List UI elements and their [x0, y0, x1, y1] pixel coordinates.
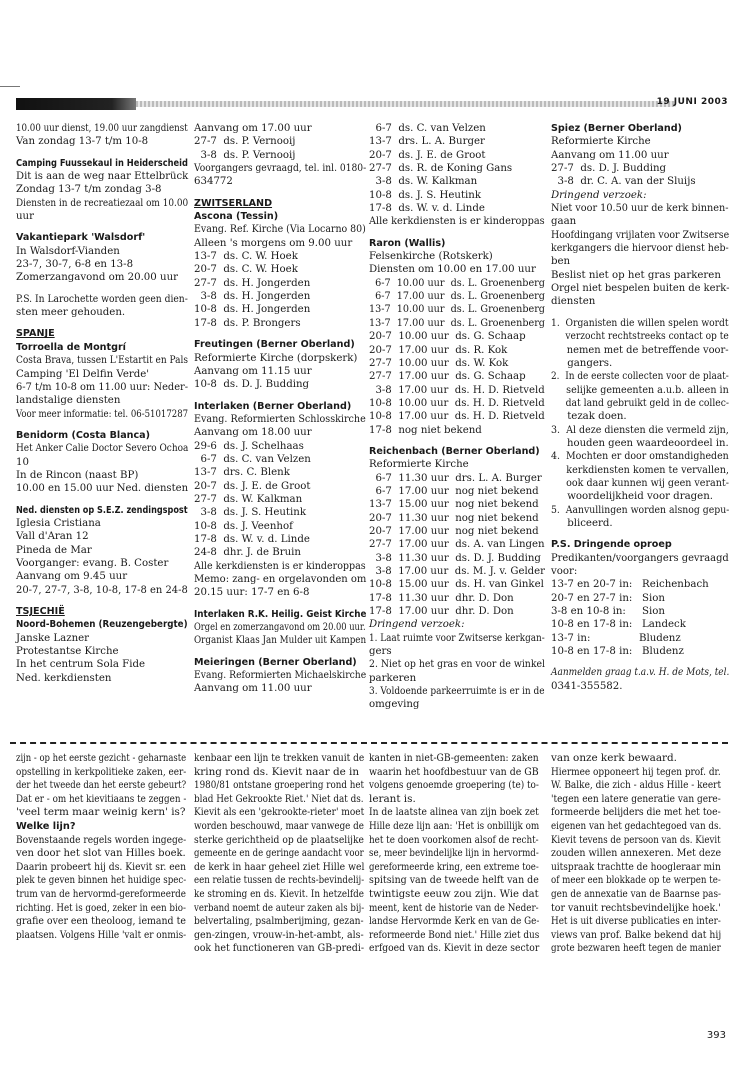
text-line: 10-8 en 17-8 in: Landeck — [551, 619, 686, 631]
text-line: Iglesia Cristiana — [16, 517, 101, 529]
spacer — [194, 648, 366, 656]
text-line: 10-8 ds. H. Jongerden — [194, 304, 311, 316]
text-line: trum van de hervormd-gereformeerde — [16, 887, 186, 900]
spacer — [16, 149, 188, 157]
listing-column-2 — [194, 122, 366, 696]
heading: Freutingen (Berner Oberland) — [194, 339, 355, 351]
text-line: 20-7, 27-7, 3-8, 10-8, 17-8 en 24-8 — [16, 584, 188, 596]
text-line: de kerk in haar geheel ziet Hille wel — [194, 860, 365, 873]
text-line: kenbaar een lijn te trekken vanuit de — [194, 752, 365, 764]
text-line: Kievit als een 'gekrookte-rieter' moet — [194, 806, 365, 819]
text-line: belvertaling, psalmberijming, gezan- — [194, 915, 364, 928]
text-line: 3-8 17.00 uur ds. M. J. v. Gelder — [369, 566, 546, 577]
text-line: dat land gebruikt geld in de collec- — [551, 397, 729, 409]
text-line: ke stroming en ds. Kievit. In hetzelfde — [194, 887, 364, 900]
spacer — [551, 309, 729, 317]
text-line: 20-7 ds. J. E. de Groot — [194, 480, 311, 492]
text-line: 20-7 17.00 uur ds. R. Kok — [369, 344, 508, 356]
text-line: 27-7 10.00 uur ds. W. Kok — [369, 357, 509, 369]
text-line: twintigste eeuw zou zijn. Wie dat — [369, 887, 539, 900]
text-line: 10 — [16, 456, 29, 468]
spacer — [16, 597, 188, 605]
note-label: Dringend verzoek: — [551, 189, 647, 201]
text-line: 6-7 ds. C. van Velzen — [194, 453, 311, 465]
text-line: 20-7 ds. J. E. de Groot — [369, 149, 486, 161]
text-line: 3-8 ds. P. Vernooij — [194, 149, 296, 161]
text-line: Bovenstaande regels worden ingege- — [16, 833, 187, 846]
issue-date: 19 JUNI 2003 — [656, 97, 728, 107]
text-line: verzocht rechtstreeks contact op te — [551, 331, 729, 343]
note-label: Aanmelden graag t.a.v. H. de Mots, tel. — [551, 667, 730, 679]
text-line: tezak doen. — [551, 411, 627, 423]
text-line: 13-7 17.00 uur ds. L. Groenenberg — [369, 317, 545, 329]
heading: Welke lijn? — [16, 820, 76, 832]
text-line: sterke gerichtheid op de plaatselijke — [194, 833, 364, 846]
spacer — [194, 330, 366, 338]
text-line: W. Balke, die zich - aldus Hille - keert — [551, 779, 722, 792]
text-line: 3-8 ds. J. S. Heutink — [194, 507, 307, 519]
text-line: Diensten in de recreatiezaal om 10.00 — [16, 197, 189, 209]
text-line: 5. Aanvullingen worden alsnog gepu- — [551, 504, 730, 516]
text-line: Het Anker Calie Doctor Severo Ochoa — [16, 443, 189, 455]
text-line: selijke gemeenten a.u.b. alleen in — [551, 384, 729, 396]
text-line: gaan — [551, 216, 577, 228]
heading: Ned. diensten op S.E.Z. zendingspost — [16, 504, 188, 516]
text-line: houden geen waardeoordeel in. — [551, 437, 729, 449]
text-line: spitsing van de tweede helft van de — [369, 874, 539, 887]
spacer — [16, 223, 188, 231]
text-line: ook het functioneren van GB-predi- — [194, 942, 365, 955]
text-line: Organist Klaas Jan Mulder uit Kampen — [194, 635, 367, 647]
text-line: gers — [369, 646, 392, 658]
text-line: 17-8 ds. W. v. d. Linde — [194, 533, 310, 545]
text-line: Het is uit diverse publicaties en inter- — [551, 915, 721, 928]
text-line: Hille deze lijn aan: 'Het is onbillijk om — [369, 819, 540, 832]
text-line: gemeente en de geringe aandacht voor — [194, 847, 364, 860]
text-line: Aanvang om 18.00 uur — [194, 427, 312, 439]
spacer — [194, 189, 366, 197]
text-line: Alle kerkdiensten is er kinderoppas — [194, 560, 366, 572]
text-line: 27-7 17.00 uur ds. A. van Lingen — [369, 539, 545, 551]
text-line: 23-7, 30-7, 6-8 en 13-8 — [16, 259, 134, 271]
text-line: grafie over een theoloog, iemand te — [16, 915, 186, 928]
text-line: 27-7 ds. P. Vernooij — [194, 136, 296, 148]
text-line: kerkgangers die hiervoor dienst heb- — [551, 243, 729, 255]
text-line: Voor meer informatie: tel. 06-51017287 — [16, 408, 189, 420]
running-header — [16, 98, 728, 110]
heading: Reichenbach (Berner Oberland) — [369, 445, 540, 457]
text-line: 6-7 11.30 uur drs. L. A. Burger — [369, 472, 542, 484]
text-line: Janske Lazner — [16, 632, 90, 644]
text-line: Niet voor 10.50 uur de kerk binnen- — [551, 203, 729, 215]
text-line: kring rond ds. Kievit naar de in — [194, 765, 360, 778]
text-line: 6-7 ds. C. van Velzen — [369, 123, 486, 134]
text-line: 13-7 15.00 uur nog niet bekend — [369, 499, 539, 511]
article-column-2 — [194, 752, 364, 956]
text-line: Vall d'Aran 12 — [16, 531, 89, 543]
text-line: 17-8 17.00 uur dhr. D. Don — [369, 606, 514, 618]
text-line: Voorganger: evang. B. Coster — [16, 557, 169, 569]
article-column-1 — [16, 752, 186, 942]
text-line: 0341-355582. — [551, 680, 623, 692]
text-line: Zondag 13-7 t/m zondag 3-8 — [16, 184, 162, 196]
text-line: lerant is. — [369, 792, 416, 805]
text-line: eigenen van het gedachtegoed van ds. — [551, 819, 722, 832]
text-line: 634772 — [194, 176, 233, 188]
text-line: views van prof. Balke bekend dat hij — [551, 928, 722, 941]
heading: Noord-Bohemen (Reuzengebergte) — [16, 619, 188, 631]
heading: Meieringen (Berner Oberland) — [194, 656, 357, 668]
text-line: Aanvang om 11.15 uur — [194, 365, 312, 377]
heading: Raron (Wallis) — [369, 237, 446, 249]
text-line: zouden willen annexeren. Met deze — [551, 847, 722, 860]
text-line: 20-7 11.30 uur nog niet bekend — [369, 512, 539, 524]
text-line: Camping 'El Delfin Verde' — [16, 368, 150, 380]
text-line: richting. Het is goed, zeker in een bio- — [16, 901, 186, 914]
article-column-4 — [551, 752, 721, 956]
text-line: 3. Al deze diensten die vermeld zijn, — [551, 424, 729, 436]
text-line: ven door het slot van Hilles boek. — [16, 847, 186, 860]
heading: P.S. Dringende oproep — [551, 539, 672, 551]
heading: Interlaken R.K. Heilig. Geist Kirche — [194, 608, 367, 620]
text-line: Evang. Ref. Kirche (Via Locarno 80) — [194, 224, 366, 236]
text-line: 3-8 ds. W. Kalkman — [369, 176, 478, 188]
text-line: Protestantse Kirche — [16, 646, 119, 658]
text-line: 13-7 10.00 uur ds. L. Groenenberg — [369, 304, 545, 316]
heading: Spiez (Berner Oberland) — [551, 123, 682, 134]
text-line: 2. In de eerste collecten voor de plaat- — [551, 371, 729, 383]
text-line: 1. Laat ruimte voor Zwitserse kerkgan- — [369, 632, 545, 644]
text-line: tor vanuit rechtsbevindelijke hoek.' — [551, 901, 721, 914]
text-line: Orgel niet bespelen buiten de kerk- — [551, 283, 730, 295]
text-line: 6-7 t/m 10-8 om 11.00 uur: Neder- — [16, 381, 189, 393]
text-line: zijn - op het eerste gezicht - geharnaste — [16, 752, 187, 764]
text-line: 'tegen een latere generatie van gere- — [551, 792, 721, 805]
text-line: 10-8 ds. J. S. Heutink — [369, 189, 482, 201]
text-line: meent, kent de historie van de Neder- — [369, 901, 539, 914]
text-line: landse Hervormde Kerk en van de Ge- — [369, 915, 540, 928]
text-line: Aanvang om 11.00 uur — [551, 149, 669, 161]
text-line: Aanvang om 17.00 uur — [194, 123, 312, 134]
text-line: Dat er - om het kievitiaans te zeggen - — [16, 792, 187, 805]
text-line: 13-7 ds. C. W. Hoek — [194, 251, 298, 263]
text-line: Van zondag 13-7 t/m 10-8 — [16, 136, 149, 148]
text-line: 3-8 ds. H. Jongerden — [194, 291, 311, 303]
section-title: TSJECHIË — [16, 606, 65, 617]
text-line: Diensten om 10.00 en 17.00 uur — [369, 264, 536, 276]
text-line: ben — [551, 256, 571, 268]
listing-column-3 — [369, 122, 545, 712]
text-line: Felsenkirche (Rotskerk) — [369, 251, 493, 263]
text-line: 13-7 en 20-7 in: Reichenbach — [551, 579, 709, 591]
text-line: 17-8 ds. P. Brongers — [194, 317, 301, 329]
text-line: grote bezwaren heeft tegen de manier — [551, 942, 721, 955]
header-grey-bar — [136, 101, 676, 107]
text-line: 10-8 ds. D. J. Budding — [194, 379, 310, 391]
heading: Benidorm (Costa Blanca) — [16, 429, 151, 441]
text-line: ook daar kunnen wij geen verant- — [551, 477, 729, 489]
text-line: se, meer bevindelijke lijn in hervormd- — [369, 847, 539, 860]
text-line: 'veel term maar weinig kern' is? — [16, 806, 186, 819]
text-line: Alleen 's morgens om 9.00 uur — [194, 237, 353, 249]
text-line: plaatsen. Volgens Hille 'valt er onmis- — [16, 928, 187, 941]
text-line: 13-7 drs. L. A. Burger — [369, 136, 485, 148]
listing-column-1 — [16, 122, 188, 685]
text-line: verband noemt de auteur zaken als bij- — [194, 901, 365, 914]
text-line: Ned. kerkdiensten — [16, 672, 112, 684]
text-line: 20.15 uur: 17-7 en 6-8 — [194, 587, 310, 599]
text-line: In Walsdorf-Vianden — [16, 245, 120, 257]
text-line: 27-7 ds. H. Jongerden — [194, 277, 311, 289]
text-line: het te doen voorkomen alsof de recht- — [369, 833, 539, 846]
text-line: bliceerd. — [551, 517, 613, 529]
text-line: P.S. In Larochette worden geen dien- — [16, 293, 188, 305]
text-line: 17-8 11.30 uur dhr. D. Don — [369, 592, 514, 604]
text-line: een relatie tussen de rechts-bevindelij- — [194, 874, 365, 887]
text-line: 17-8 nog niet bekend — [369, 424, 482, 436]
text-line: 17-8 ds. W. v. d. Linde — [369, 203, 485, 215]
text-line: 10-8 15.00 uur ds. H. van Ginkel — [369, 579, 544, 591]
page-number: 393 — [706, 1030, 726, 1041]
text-line: formeerde belijders die met het toe- — [551, 806, 721, 819]
text-line: 6-7 10.00 uur ds. L. Groenenberg — [369, 277, 545, 289]
heading: Vakantiepark 'Walsdorf' — [16, 232, 146, 244]
text-line: Pineda de Mar — [16, 544, 92, 556]
text-line: 4. Mochten er door omstandigheden — [551, 451, 729, 463]
text-line: 29-6 ds. J. Schelhaas — [194, 440, 304, 452]
text-line: 3-8 17.00 uur ds. H. D. Rietveld — [369, 384, 545, 396]
spacer — [194, 600, 366, 608]
text-line: 10-8 en 17-8 in: Bludenz — [551, 646, 684, 658]
text-line: gen-zingen, vrouw-in-het-ambt, als- — [194, 928, 364, 941]
spacer — [194, 392, 366, 400]
text-line: 13-7 drs. C. Blenk — [194, 467, 290, 479]
text-line: 10-8 10.00 uur ds. H. D. Rietveld — [369, 397, 545, 409]
text-line: Hiermee opponeert hij tegen prof. dr. — [551, 765, 721, 778]
text-line: In de Rincon (naast BP) — [16, 469, 139, 481]
text-line: worden beschouwd, maar vanwege de — [194, 819, 364, 832]
text-line: plek te geven binnen het huidige spec- — [16, 874, 187, 887]
text-line: Beslist niet op het gras parkeren — [551, 269, 721, 281]
article-column-3 — [369, 752, 539, 956]
header-black-bar — [16, 98, 136, 110]
spacer — [369, 229, 545, 237]
text-line: gereformeerde kring, een extreme toe- — [369, 860, 539, 873]
text-line: voor: — [551, 566, 578, 577]
text-line: 3-8 11.30 uur ds. D. J. Budding — [369, 552, 541, 564]
listing-column-4 — [551, 122, 729, 693]
text-line: Daarin probeert hij ds. Kievit sr. een — [16, 860, 187, 873]
heading: Ascona (Tessin) — [194, 211, 279, 223]
spacer — [551, 658, 729, 666]
text-line: Evang. Reformierten Schlosskirche — [194, 413, 366, 425]
text-line: 3-8 dr. C. A. van der Sluijs — [551, 176, 696, 188]
text-line: 10-8 ds. J. Veenhof — [194, 520, 293, 532]
text-line: 3-8 en 10-8 in: Sion — [551, 606, 665, 618]
text-line: volgens genoemde groepering (te) to- — [369, 779, 539, 792]
text-line: In de laatste alinea van zijn boek zet — [369, 806, 539, 819]
text-line: 10.00 en 15.00 uur Ned. diensten — [16, 483, 189, 495]
text-line: Memo: zang- en orgelavonden om — [194, 574, 367, 585]
spacer — [16, 496, 188, 504]
spacer — [369, 437, 545, 445]
section-title: ZWITSERLAND — [194, 197, 273, 209]
text-line: Kievit tevens de persoon van ds. Kievit — [551, 833, 721, 846]
text-line: In het centrum Sola Fide — [16, 659, 146, 671]
text-line: 10.00 uur dienst, 19.00 uur zangdienst — [16, 123, 188, 134]
text-line: Reformierte Kirche — [551, 136, 651, 148]
text-line: 20-7 en 27-7 in: Sion — [551, 592, 665, 604]
text-line: Orgel en zomerzangavond om 20.00 uur. — [194, 622, 366, 634]
text-line: blad Het Gekrookte Riet.' Niet dat ds. — [194, 792, 364, 805]
text-line: Aanvang om 9.45 uur — [16, 571, 128, 583]
text-line: 13-7 in: Bludenz — [551, 632, 681, 644]
text-line: 27-7 ds. R. de Koning Gans — [369, 163, 513, 175]
text-line: Costa Brava, tussen L'Estartit en Pals — [16, 355, 188, 367]
text-line: gen de annexatie van de Baarnse pas- — [551, 887, 721, 900]
heading: Camping Fuussekaul in Heiderscheid — [16, 157, 188, 169]
text-line: landstalige diensten — [16, 395, 121, 407]
text-line: woordelijkheid voor dragen. — [551, 491, 714, 503]
text-line: 1980/81 ontstane groepering rond het — [194, 779, 365, 792]
text-line: omgeving — [369, 699, 420, 711]
text-line: 27-7 17.00 uur ds. G. Schaap — [369, 371, 526, 383]
text-line: parkeren — [369, 672, 417, 684]
spacer — [16, 319, 188, 327]
heading: Interlaken (Berner Oberland) — [194, 400, 352, 412]
text-line: sten meer gehouden. — [16, 307, 126, 319]
text-line: Reformierte Kirche — [369, 459, 469, 471]
text-line: 20-7 17.00 uur nog niet bekend — [369, 525, 539, 537]
text-line: 1. Organisten die willen spelen wordt — [551, 317, 729, 329]
text-line: 20-7 10.00 uur ds. G. Schaap — [369, 331, 526, 343]
section-title: SPANJE — [16, 328, 55, 340]
text-line: 3. Voldoende parkeerruimte is er in de — [369, 686, 545, 698]
text-line: 6-7 17.00 uur ds. L. Groenenberg — [369, 291, 545, 303]
spacer — [551, 530, 729, 538]
text-line: kanten in niet-GB-gemeenten: zaken — [369, 752, 539, 764]
text-line: Voorgangers gevraagd, tel. inl. 0180- — [194, 163, 367, 175]
text-line: 6-7 17.00 uur nog niet bekend — [369, 485, 539, 497]
section-divider — [10, 742, 728, 744]
text-line: of meer een blokkade op te werpen te- — [551, 874, 721, 887]
text-line: diensten — [551, 296, 596, 308]
text-line: Aanvang om 11.00 uur — [194, 683, 312, 695]
text-line: gangers. — [551, 357, 613, 369]
text-line: nemen met de betreffende voor- — [551, 344, 729, 356]
text-line: 20-7 ds. C. W. Hoek — [194, 264, 298, 276]
text-line: uitspraak trachtte de hoogleraar min — [551, 860, 721, 873]
text-line: Predikanten/voorgangers gevraagd — [551, 552, 729, 564]
spacer — [16, 285, 188, 293]
text-line: uur — [16, 211, 34, 223]
text-line: Dit is aan de weg naar Ettelbrück — [16, 171, 189, 183]
text-line: kerkdiensten komen te vervallen, — [551, 464, 729, 476]
heading: Torroella de Montgrí — [16, 341, 126, 353]
text-line: 24-8 dhr. J. de Bruin — [194, 547, 301, 559]
text-line: waarin het hoofdbestuur van de GB — [369, 765, 539, 778]
text-line: erfgoed van ds. Kievit in deze sector — [369, 942, 540, 955]
note-label: Dringend verzoek: — [369, 619, 465, 631]
text-line: 27-7 ds. W. Kalkman — [194, 493, 303, 505]
text-line: 27-7 ds. D. J. Budding — [551, 163, 667, 175]
page-edge-line — [0, 86, 20, 87]
text-line: der het tweede dan het eerste gebeurt? — [16, 779, 187, 792]
text-line: 10-8 17.00 uur ds. H. D. Rietveld — [369, 411, 545, 423]
text-line: opstelling in kerkpolitieke zaken, eer- — [16, 765, 187, 778]
text-line: 2. Niet op het gras en voor de winkel — [369, 659, 545, 671]
text-line: Reformierte Kirche (dorpskerk) — [194, 352, 358, 364]
text-line: Evang. Reformierten Michaelskirche — [194, 670, 367, 682]
text-line: reformeerde Bond niet.' Hille ziet dus — [369, 928, 540, 941]
text-line: Alle kerkdiensten is er kinderoppas — [369, 216, 545, 228]
text-line: Hoofdingang vrijlaten voor Zwitserse — [551, 229, 730, 241]
text-line: van onze kerk bewaard. — [551, 752, 677, 764]
spacer — [16, 421, 188, 429]
text-line: Zomerzangavond om 20.00 uur — [16, 272, 179, 284]
